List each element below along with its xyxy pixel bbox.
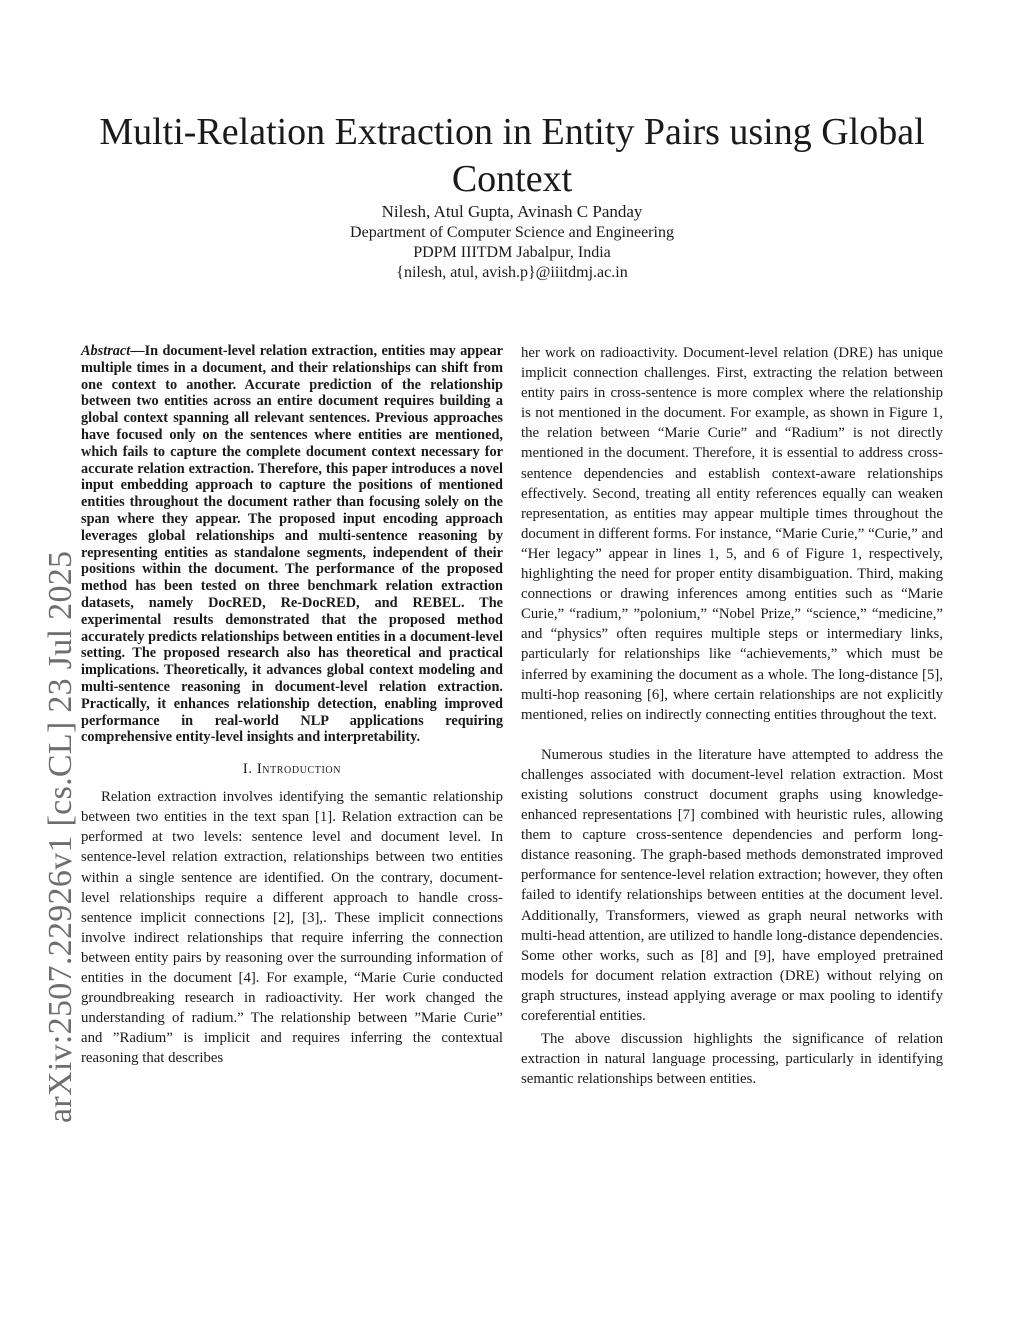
paper-title: Multi-Relation Extraction in Entity Pairs using Global Context: [99, 111, 925, 201]
section-title: Introduction: [256, 761, 342, 778]
arxiv-identifier-stamp[interactable]: arXiv:2507.22926v1 [cs.CL] 23 Jul 2025: [42, 550, 79, 1123]
right-column: [521, 343, 943, 1089]
left-column: [81, 343, 503, 1068]
intro-paragraph-1-continued: her work on radioactivity. Document-level relation (DRE) has unique implicit connection challenges. First, extracting the relation between entity pairs in cross-sentence is more complex where the relationship is not mentioned in the document. For example, as shown in Figure 1, the relation between “Marie Curie” and “Radium” is not directly mentioned in the document. Therefore, it is essential to address cross-sentence dependencies and establish context-aware relationships effectively. Second, treating all entity references equally can weaken representation, as entities may appear multiple times throughout the document in different forms. For instance, “Marie Curie,” “Curie,” and “Her legacy” appear in lines 1, 5, and 6 of Figure 1, respectively, highlighting the need for proper entity disambiguation. Third, making connections or drawing inferences among entities such as “Marie Curie,” “radium,” ”polonium,” “Nobel Prize,” “science,” “medicine,” and “physics” often requires multiple steps or intermediary links, particularly for relationships like “achievements,” which must be inferred by examining the document as a whole. The long-distance [5], multi-hop reasoning [6], where certain relationships are not explicitly mentioned, relies on indirectly connecting entities throughout the text.: [521, 345, 943, 723]
abstract: [81, 343, 503, 746]
author-block: [212, 202, 812, 283]
abstract-text: —In document-level relation extraction, entities may appear multiple times in a document, and their relationships can shift from one context to another. Accurate prediction of the relationship between two entities across an entire document requires building a global context spanning all relevant sentences. Previous approaches have focused only on the sentences where entities are mentioned, which fails to capture the complete document context necessary for accurate relation extraction. Therefore, this paper introduces a novel input embedding approach to capture the positions of mentioned entities throughout the document rather than focusing solely on the span where they appear. The proposed input encoding approach leverages global relationships and multi-sentence reasoning by representing entities as standalone segments, independent of their positions within the document. The performance of the proposed method has been tested on three benchmark relation extraction datasets, namely DocRED, Re-DocRED, and REBEL. The experimental results demonstrated that the proposed method accurately predicts relationships between entities in a document-level setting. The proposed research also has theoretical and practical implications. Theoretically, it advances global context modeling and multi-sentence reasoning in document-level relation extraction. Practically, it enhances relationship detection, enabling improved performance in real-world NLP applications requiring comprehensive entity-level insights and interpretability.: [81, 343, 503, 746]
section-number: I.: [242, 761, 253, 778]
author-institute: PDPM IIITDM Jabalpur, India: [413, 244, 611, 261]
author-department: Department of Computer Science and Engineering: [350, 224, 674, 241]
abstract-label: Abstract: [81, 343, 131, 359]
intro-paragraph-2: Numerous studies in the literature have attempted to address the challenges associated with document-level relation extraction. Most existing solutions construct document graphs using knowledge-enhanced representations [7] combined with heuristic rules, allowing them to capture cross-sentence dependencies and perform long-distance reasoning. The graph-based methods demonstrated improved performance for sentence-level relation extraction; however, they often failed to identify relationships between entities at the document level. Additionally, Transformers, viewed as graph neural networks with multi-head attention, are utilized to handle long-distance dependencies. Some other works, such as [8] and [9], have employed pretrained models for document relation extraction (DRE) without relying on graph structures, instead applying average or max pooling to identify coreferential entities.: [521, 746, 943, 1024]
intro-paragraph-3: The above discussion highlights the significance of relation extraction in natural language processing, particularly in identifying semantic relationships between entities.: [521, 1031, 943, 1088]
author-emails[interactable]: {nilesh, atul, avish.p}@iiitdmj.ac.in: [396, 264, 628, 281]
author-names: Nilesh, Atul Gupta, Avinash C Panday: [381, 202, 643, 221]
intro-paragraph-1: Relation extraction involves identifying the semantic relationship between two entities in the text span [1]. Relation extraction can be performed at two levels: sentence level and document level. In sentence-level relation extraction, relationships between two entities within a single sentence are identified. On the contrary, document-level relationships require a different approach to handle cross-sentence implicit connections [2], [3],. These implicit connections involve indirect relationships that require inferring the connection between entity pairs by reasoning over the surrounding information of entities in the document [4]. For example, “Marie Curie conducted groundbreaking research in radioactivity. Her work changed the understanding of radium.” The relationship between ”Marie Curie” and ”Radium” is implicit and requires inferring the contextual reasoning that describes: [81, 789, 503, 1067]
section-heading-introduction: [81, 761, 503, 778]
paragraph-spacer: [521, 725, 943, 745]
